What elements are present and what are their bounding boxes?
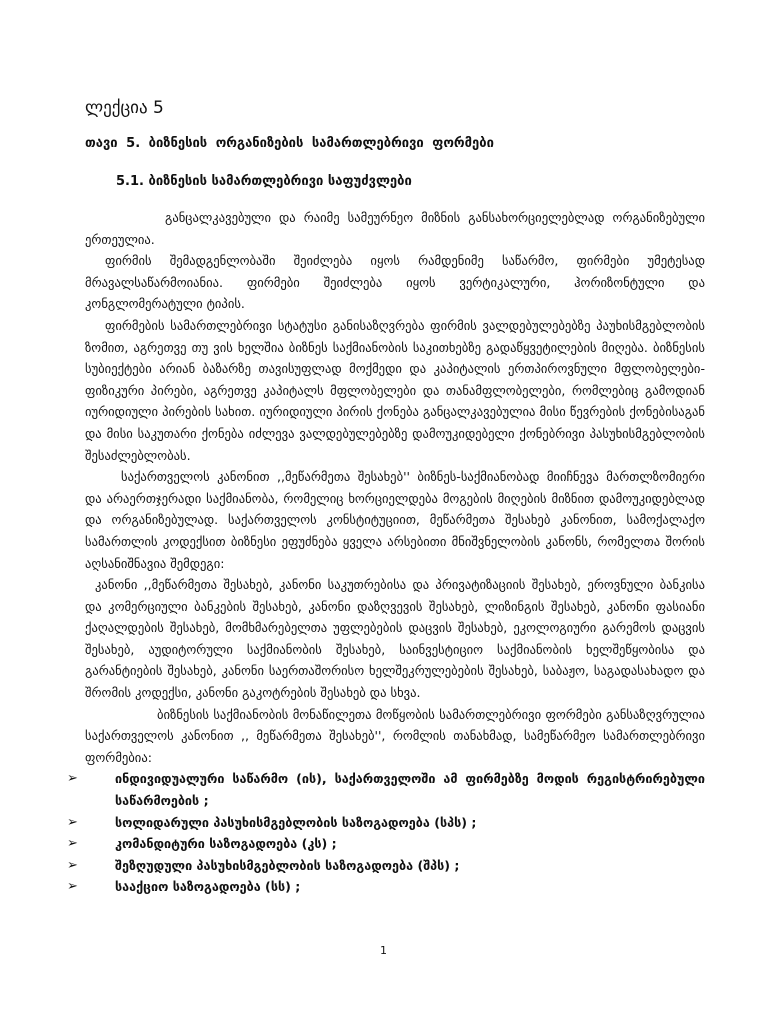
arrow-bullet-icon: ➢ [67,879,78,895]
arrow-bullet-icon: ➢ [67,836,78,852]
arrow-bullet-icon: ➢ [67,771,78,787]
list-item [67,768,705,811]
paragraph: კანონი ,,მეწარმეთა შესახებ, კანონი საკუთრებისა და პრივატიზაციის შესახებ, ეროვნული ბანკისა და კომერციული ბანკების შესახებ, კანონი დაზღვევის შესახებ, ლიზინგის შესახებ, კანონი ფასიანი ქაღალდების შესახებ, მომხმარებელთა უფლებების დაცვის შესახებ, ეკოლოგიური გარემოს დაცვის შესახებ, აუდიტორული საქმიანობის შესახებ, საინვესტიციო საქმიანობის ხელშეწყობისა და გარანტიების შესახებ, კანონი საერთაშორისო ხელშეკრულებების შესახებ, საბაჟო, საგადასახადო და შრომის კოდექსი, კანონი გაკოტრების შესახებ და სხვა. [85,577,705,701]
page-number: 1 [380,944,387,957]
arrow-bullet-icon: ➢ [67,814,78,830]
list-item-text: ინდივიდუალური საწარმო (ის), საქართველოში ამ ფირმებზე მოდის რეგისტრირებული საწარმოების ; [115,771,705,809]
paragraph: ბიზნესის საქმიანობის მონაწილეთა მოწყობის სამართლებრივი ფორმები განსაზღვრულია საქართველოს კანონით ,, მეწარმეთა შესახებ'', რომლის თანახმად, სამეწარმეო სამართლებრივი ფორმებია: [85,706,705,765]
list-item [67,876,705,898]
list-item-text: შეზღუდული პასუხისმგებლობის საზოგადოება (შპს) ; [115,857,460,873]
chapter-title: თავი 5. ბიზნესის ორგანიზების სამართლებრივი ფორმები [85,136,494,151]
list-item-text: კომანდიტური საზოგადოება (კს) ; [115,836,337,852]
list-item [67,855,705,877]
list-item-text: სააქციო საზოგადოება (სს) ; [115,879,301,895]
paragraph: განცალკავებული და რაიმე სამეურნეო მიზნის განსახორციელებლად ორგანიზებული ერთეულია. [85,210,705,247]
list-item [67,812,705,834]
body-text [67,207,705,898]
list-item-text: სოლიდარული პასუხისმგებლობის საზოგადოება (სპს) ; [115,814,477,830]
arrow-bullet-icon: ➢ [67,857,78,873]
paragraph: საქართველოს კანონით ,,მეწარმეთა შესახებ'' ბიზნეს-საქმიანობად მიიჩნევა მართლზომიერი და არაერთჯერადი საქმიანობა, რომელიც ხორციელდება მოგების მიღების მიზნით დამოუკიდებლად და ორგანიზებულად. საქართველოს კონსტიტუციით, მეწარმეთა შესახებ კანონით, სამოქალაქო სამართლის კოდექსით ბიზნესი ეფუძნება ყველა არსებითი მნიშვნელობის კანონს, რომელთა შორის აღსანიშნავია შემდეგი: [85,469,705,571]
section-title: 5.1. ბიზნესის სამართლებრივი საფუძვლები [116,174,412,189]
list-item [67,833,705,855]
legal-forms-list [67,768,705,898]
paragraph: ფირმების სამართლებრივი სტატუსი განისაზღვრება ფირმის ვალდებულებებზე პაუხისმგებლობის ზომით, აგრეთვე თუ ვის ხელშია ბიზნეს საქმიანობის საკითხებზე გადაწყვეტილების მიღება. ბიზნესის სუბიექტები არიან ბაზარზე თავისუფლად მოქმედი და კაპიტალის ერთპიროვნული მფლობელები- ფიზიკური პირები, აგრეთვე კაპიტალს მფლობელები და თანამფლობელები, რომლებიც გამოდიან იურიდიული პირების სახით. იურიდიული პირის ქონება განცალკავებულია მისი წევრების ქონებისაგან და მისი საკუთარი ქონება იძლევა ვალდებულებებზე დამოუკიდებელი ქონებრივი პასუხისმგებლობის შესაძლებლობას. [85,317,705,463]
paragraph: ფირმის შემადგენლობაში შეიძლება იყოს რამდენიმე საწარმო, ფირმები უმეტესად მრავალსაწარმოიანია. ფირმები შეიძლება იყოს ვერტიკალური, ჰორიზონტული და კონგლომერატული ტიპის. [85,253,705,312]
lecture-title: ლექცია 5 [85,98,164,118]
